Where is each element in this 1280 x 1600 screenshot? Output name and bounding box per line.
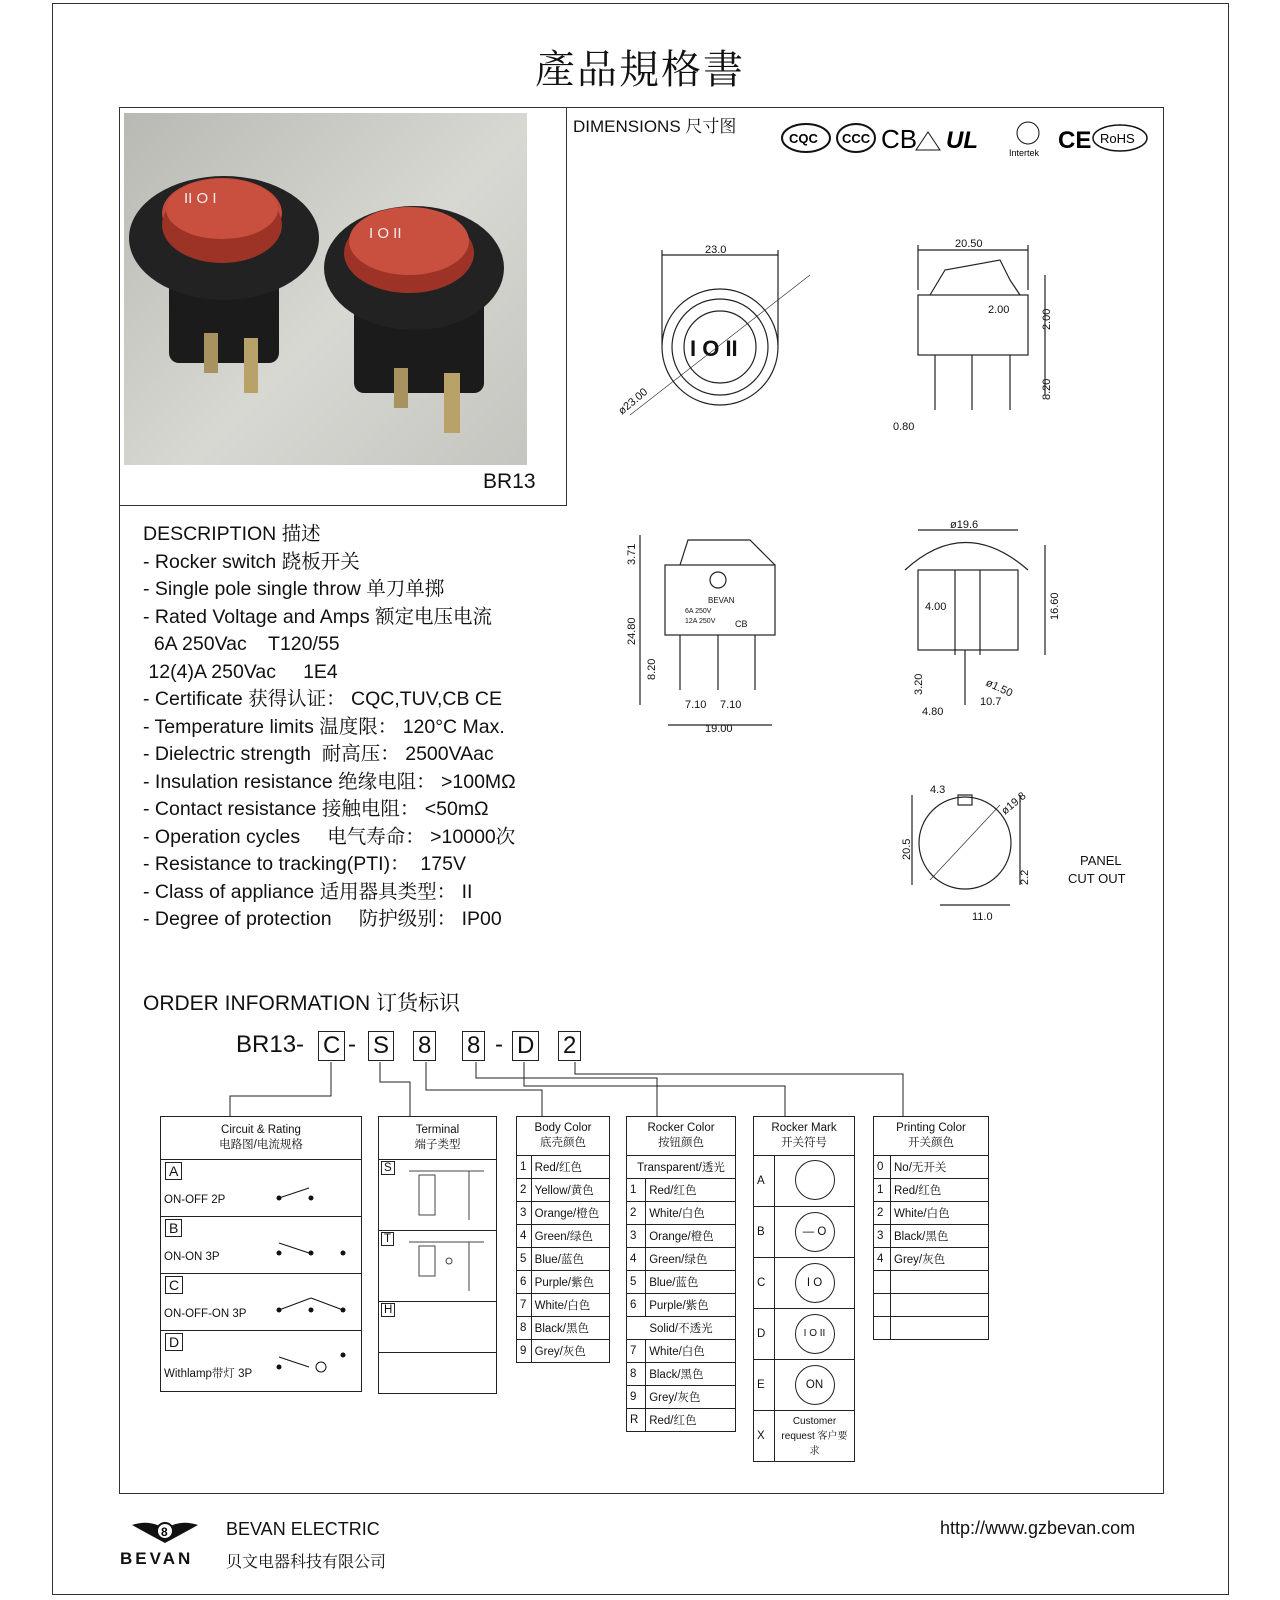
circuit-row	[161, 1160, 361, 1217]
rocker-mark-icon	[795, 1160, 835, 1200]
body-color-row: 1 Red/红色	[517, 1156, 610, 1179]
svg-text:I O II: I O II	[369, 225, 402, 242]
code-terminal: S	[368, 1031, 394, 1061]
rocker-color-row: 7 White/白色	[627, 1340, 736, 1363]
rocker-brand-small: BEVAN	[708, 596, 735, 605]
code-separator: -	[495, 1031, 503, 1058]
rocker-mark-row: E ON	[754, 1360, 855, 1411]
terminal-diagram-icon	[399, 1165, 489, 1225]
dim-cut-d: ø19.8	[999, 790, 1029, 818]
website-link[interactable]: http://www.gzbevan.com	[940, 1518, 1136, 1538]
circuit-head: Circuit & Rating	[221, 1124, 301, 1136]
desc-line: - Operation cycles 电气寿命： >10000次	[143, 825, 516, 848]
rocker-color-row: R Red/红色	[627, 1409, 736, 1432]
dim-side-h2: 2.00	[1041, 308, 1053, 330]
circuit-diagram-icon	[271, 1288, 351, 1322]
circuit-key: D	[165, 1333, 183, 1351]
panel-cut-label-2: CUT OUT	[1068, 871, 1126, 886]
dim-side-pin: 8.20	[1041, 378, 1053, 400]
rocker-color-head: Rocker Color	[647, 1122, 715, 1134]
dim-pin-pitch-1: 7.10	[685, 699, 707, 711]
body-color-head: Body Color	[534, 1122, 592, 1134]
circuit-head-cn: 电路图/电流规格	[219, 1139, 303, 1151]
circuit-row	[161, 1331, 361, 1387]
body-color-row: 8 Black/黑色	[517, 1317, 610, 1340]
rocker-color-row: 2 White/白色	[627, 1202, 736, 1225]
order-connector-lines	[0, 1060, 1280, 1120]
dim-side-h1: 2.00	[988, 304, 1010, 316]
panel-cut-label-1: PANEL	[1080, 853, 1122, 868]
rocker-text-1: 6A 250V	[685, 608, 712, 615]
printing-color-row	[874, 1271, 989, 1294]
rocker-mark-row: C I O	[754, 1258, 855, 1309]
terminal-diagram-icon	[399, 1236, 489, 1296]
rocker-color-row: 5 Blue/蓝色	[627, 1271, 736, 1294]
rocker-mark-icon: I O II	[795, 1314, 835, 1354]
printing-color-head: Printing Color	[896, 1122, 966, 1134]
certification-logos	[778, 118, 1158, 158]
body-color-row: 2 Yellow/黄色	[517, 1179, 610, 1202]
dim-side-width: 20.50	[955, 238, 983, 250]
company-name-cn: 贝文电器科技有限公司	[226, 1554, 387, 1571]
footer-logo-text: BEVAN	[120, 1549, 194, 1568]
rocker-mark-row: B — O	[754, 1207, 855, 1258]
rocker-mark-icon: I O	[795, 1263, 835, 1303]
cert-cb: CB	[881, 124, 918, 154]
rocker-text-cb: CB	[735, 619, 748, 629]
rocker-color-row: 9 Grey/灰色	[627, 1386, 736, 1409]
product-photo	[124, 113, 527, 465]
dim-cut-h: 20.5	[901, 838, 913, 860]
rocker-mark-icon: ON	[795, 1365, 835, 1405]
printing-color-row: 1 Red/红色	[874, 1179, 989, 1202]
terminal-row	[379, 1302, 496, 1353]
desc-line: - Single pole single throw 单刀单掷	[143, 578, 445, 600]
circuit-row	[161, 1274, 361, 1331]
cert-ul: UL	[946, 127, 978, 154]
code-body-color: 8	[413, 1031, 436, 1061]
code-printing-color: 2	[558, 1031, 581, 1061]
order-prefix: BR13-	[236, 1031, 305, 1058]
rocker-mark-icon: — O	[795, 1212, 835, 1252]
rocker-color-row: 1 Red/红色	[627, 1179, 736, 1202]
terminal-key: S	[381, 1161, 395, 1175]
svg-text:II O I: II O I	[184, 190, 217, 207]
body-color-row: 9 Grey/灰色	[517, 1340, 610, 1363]
rocker-mark-table	[753, 1116, 855, 1462]
printing-color-row: 0 No/无开关	[874, 1156, 989, 1179]
dim-side2-pin: 3.20	[913, 673, 925, 695]
rocker-color-row: 8 Black/黑色	[627, 1363, 736, 1386]
body-color-row: 5 Blue/蓝色	[517, 1248, 610, 1271]
rocker-color-table	[626, 1116, 736, 1432]
body-color-row: 3 Orange/橙色	[517, 1202, 610, 1225]
circuit-diagram-icon	[271, 1231, 351, 1265]
cert-rohs: RoHS	[1100, 131, 1135, 146]
dim-front-width: 23.0	[705, 244, 727, 256]
body-color-row: 6 Purple/紫色	[517, 1271, 610, 1294]
terminal-table	[378, 1116, 497, 1394]
terminal-row	[379, 1231, 496, 1302]
dim-side2-hole: ø1.50	[983, 676, 1015, 700]
body-color-row: 7 White/白色	[517, 1294, 610, 1317]
cert-ce: CE	[1058, 127, 1092, 154]
printing-color-head-cn: 开关颜色	[908, 1137, 954, 1149]
circuit-diagram-icon	[271, 1180, 351, 1210]
dimensions-title: DIMENSIONS 尺寸图	[573, 117, 737, 136]
dim-side2-w2: 10.7	[980, 696, 1002, 708]
lamp-circuit-icon	[271, 1345, 351, 1379]
company-name: BEVAN ELECTRIC	[226, 1519, 380, 1539]
rocker-mark-head: Rocker Mark	[771, 1122, 837, 1134]
printing-color-row	[874, 1294, 989, 1317]
dim-front-diameter: ø23.00	[616, 386, 651, 418]
printing-color-table	[873, 1116, 989, 1340]
dim-side2-top: ø19.6	[950, 519, 979, 531]
order-title: ORDER INFORMATION 订货标识	[143, 992, 460, 1015]
desc-line: - Degree of protection 防护级别： IP00	[143, 908, 502, 930]
rocker-color-head-cn: 按钮颜色	[658, 1137, 704, 1149]
circuit-row	[161, 1217, 361, 1274]
circuit-label: ON-OFF-ON 3P	[164, 1308, 247, 1320]
dim-pin-pitch-2: 7.10	[720, 699, 742, 711]
code-rocker-mark: D	[512, 1031, 539, 1061]
terminal-key: T	[381, 1232, 394, 1246]
printing-color-row: 4 Grey/灰色	[874, 1248, 989, 1271]
description-title: DESCRIPTION 描述	[143, 523, 321, 545]
code-separator: -	[348, 1031, 356, 1058]
desc-line: - Class of appliance 适用器具类型： II	[143, 880, 473, 903]
dim-side2-inner: 4.00	[925, 601, 947, 613]
model-label: BR13	[483, 470, 536, 493]
cert-cqc: CQC	[789, 131, 818, 146]
terminal-head-cn: 端子类型	[414, 1139, 461, 1151]
desc-line: - Rated Voltage and Amps 额定电压电流	[143, 605, 492, 628]
desc-line: - Contact resistance 接触电阻： <50mΩ	[143, 798, 489, 820]
rocker-transparent-label: Transparent/透光	[627, 1156, 736, 1179]
circuit-label: Withlamp带灯 3P	[164, 1368, 253, 1380]
warning-triangle-icon	[916, 132, 940, 150]
dim-side-pin-w: 0.80	[893, 421, 915, 433]
dim-side2-height: 16.60	[1049, 592, 1061, 620]
terminal-row	[379, 1160, 496, 1231]
body-color-head-cn: 底壳颜色	[540, 1137, 586, 1149]
svg-text:I O II: I O II	[690, 336, 738, 361]
dim-cut-bottom: 11.0	[972, 911, 993, 923]
dim-body-pin: 8.20	[646, 658, 658, 680]
description-section	[143, 521, 516, 934]
circuit-key: C	[165, 1276, 183, 1294]
cert-ccc: CCC	[842, 131, 871, 146]
circuit-label: ON-ON 3P	[164, 1251, 220, 1263]
desc-line: - Temperature limits 温度限： 120°C Max.	[143, 715, 505, 738]
dim-side2-w1: 4.80	[922, 706, 944, 718]
circuit-rating-table	[160, 1116, 362, 1392]
circuit-key: A	[165, 1162, 182, 1180]
rocker-text-2: 12A 250V	[685, 618, 716, 625]
printing-color-row	[874, 1317, 989, 1340]
page-title: 產品規格書	[535, 47, 745, 93]
rocker-mark-row: D I O II	[754, 1309, 855, 1360]
cert-intertek: Intertek	[1009, 148, 1040, 158]
rocker-mark-row: X Customer request 客户要求	[754, 1411, 855, 1462]
printing-color-row: 2 White/白色	[874, 1202, 989, 1225]
rocker-color-row: 3 Orange/橙色	[627, 1225, 736, 1248]
rocker-solid-label: Solid/不透光	[627, 1317, 736, 1340]
terminal-head: Terminal	[415, 1124, 460, 1136]
code-circuit: C	[318, 1031, 345, 1061]
rocker-mark-head-cn: 开关符号	[781, 1137, 827, 1149]
terminal-key: H	[381, 1303, 395, 1317]
desc-line: - Resistance to tracking(PTI)： 175V	[143, 853, 466, 875]
printing-color-row: 3 Black/黑色	[874, 1225, 989, 1248]
dim-body-top: 3.71	[626, 543, 638, 565]
body-color-table	[516, 1116, 610, 1363]
desc-line: - Insulation resistance 绝缘电阻： >100MΩ	[143, 770, 516, 793]
body-color-row: 4 Green/绿色	[517, 1225, 610, 1248]
dim-body-height: 24.80	[626, 617, 638, 645]
dim-cut-w: 4.3	[930, 784, 946, 796]
rocker-mark-row: A	[754, 1156, 855, 1207]
svg-text:8: 8	[161, 1525, 168, 1539]
dim-cut-b: 2.2	[1019, 869, 1031, 885]
desc-line: - Dielectric strength 耐高压： 2500VAac	[143, 743, 494, 765]
desc-line: 12(4)A 250Vac 1E4	[143, 660, 338, 683]
dimension-drawings	[600, 235, 1160, 935]
bevan-logo-icon	[130, 1517, 200, 1547]
desc-line: - Rocker switch 跷板开关	[143, 550, 360, 573]
dim-body-width: 19.00	[705, 723, 733, 735]
rocker-color-row: 6 Purple/紫色	[627, 1294, 736, 1317]
circuit-label: ON-OFF 2P	[164, 1194, 226, 1206]
desc-line: 6A 250Vac T120/55	[143, 633, 340, 655]
rocker-color-row: 4 Green/绿色	[627, 1248, 736, 1271]
etl-logo-icon	[1017, 122, 1039, 144]
code-rocker-color: 8	[462, 1031, 485, 1061]
front-rocker-mark	[690, 336, 738, 361]
circuit-key: B	[165, 1219, 182, 1237]
desc-line: - Certificate 获得认证： CQC,TUV,CB CE	[143, 688, 502, 710]
